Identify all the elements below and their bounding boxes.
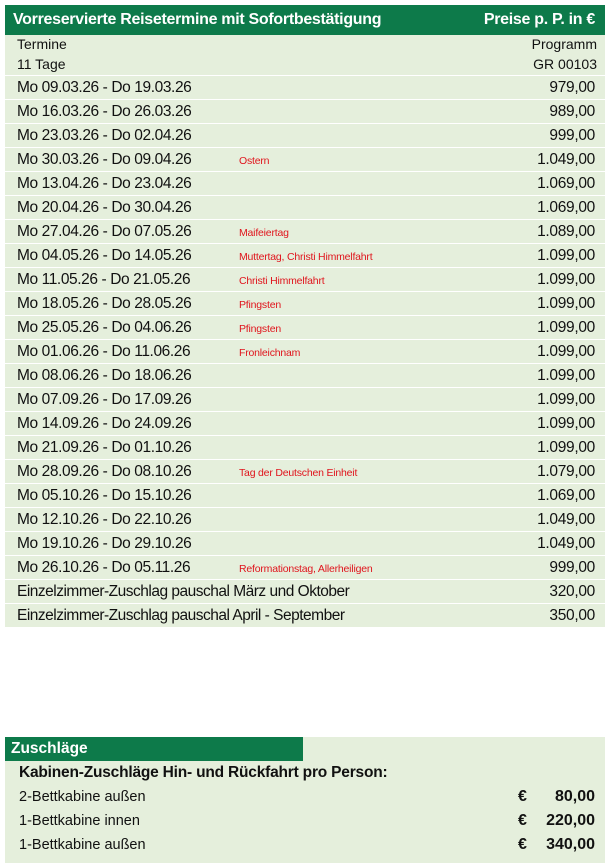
date-range: Mo 23.03.26 - Do 02.04.26: [17, 126, 192, 144]
date-range: Mo 18.05.26 - Do 28.05.26: [17, 294, 192, 312]
currency-symbol: €: [518, 812, 527, 829]
single-room-label: Einzelzimmer-Zuschlag pauschal April - September: [17, 606, 345, 624]
table-row: [5, 339, 605, 363]
single-room-label: Einzelzimmer-Zuschlag pauschal März und Oktober: [17, 582, 350, 600]
single-room-rows: [5, 579, 605, 627]
price-note: Preise p. P. in €: [483, 11, 595, 28]
price-value: 1.049,00: [537, 150, 595, 168]
table-row: [5, 123, 605, 147]
table-row: [5, 75, 605, 99]
date-range: Mo 12.10.26 - Do 22.10.26: [17, 510, 192, 528]
holiday-note: Ostern: [239, 155, 270, 167]
price-value: 1.089,00: [537, 222, 595, 240]
table-row: [5, 147, 605, 171]
trip-duration: 11 Tage: [17, 56, 66, 72]
date-range: Mo 25.05.26 - Do 04.06.26: [17, 318, 192, 336]
table-row: [5, 555, 605, 579]
cabin-surcharge-rows: [5, 785, 605, 857]
price-value: 1.049,00: [537, 510, 595, 528]
table-row: [5, 459, 605, 483]
date-range: Mo 11.05.26 - Do 21.05.26: [17, 270, 191, 288]
column-header-row: [5, 35, 605, 53]
holiday-note: Fronleichnam: [239, 347, 301, 359]
table-row: [5, 387, 605, 411]
date-range: Mo 26.10.26 - Do 05.11.26: [17, 558, 191, 576]
cabin-surcharge-row: [5, 809, 605, 833]
table-row: [5, 195, 605, 219]
table-row: [5, 507, 605, 531]
surcharges-section: [5, 737, 605, 863]
table-row: [5, 243, 605, 267]
price-value: 989,00: [549, 102, 595, 120]
table-row: [5, 267, 605, 291]
table-row: [5, 315, 605, 339]
table-row: [5, 99, 605, 123]
date-range: Mo 27.04.26 - Do 07.05.26: [17, 222, 192, 240]
price-value: 1.099,00: [537, 294, 595, 312]
holiday-note: Christi Himmelfahrt: [239, 275, 325, 287]
date-range: Mo 09.03.26 - Do 19.03.26: [17, 78, 192, 96]
column-header-dates: Termine: [17, 36, 67, 52]
price-value: 1.079,00: [537, 462, 595, 480]
price-value: 1.069,00: [537, 174, 595, 192]
holiday-note: Pfingsten: [239, 323, 281, 335]
cabin-type-label: 1-Bettkabine außen: [19, 837, 146, 853]
price-value: 1.099,00: [537, 390, 595, 408]
table-row: [5, 435, 605, 459]
date-range: Mo 13.04.26 - Do 23.04.26: [17, 174, 192, 192]
surcharges-title: Zuschläge: [5, 737, 303, 761]
single-room-row: [5, 603, 605, 627]
price-value: 1.099,00: [537, 438, 595, 456]
price-value: 1.069,00: [537, 486, 595, 504]
holiday-note: Reformationstag, Allerheiligen: [239, 563, 373, 575]
travel-dates-table: [5, 5, 605, 627]
program-code: GR 00103: [533, 56, 597, 72]
table-title: Vorreservierte Reisetermine mit Sofortbestätigung: [13, 11, 382, 28]
price-value: 1.099,00: [537, 318, 595, 336]
table-row: [5, 219, 605, 243]
price-value: 1.099,00: [537, 246, 595, 264]
single-room-price: 350,00: [549, 606, 595, 624]
price-value: 999,00: [549, 558, 595, 576]
table-row: [5, 411, 605, 435]
cabin-surcharge-row: [5, 833, 605, 857]
table-row: [5, 171, 605, 195]
program-code-row: [5, 53, 605, 75]
date-rows: [5, 75, 605, 579]
table-row: [5, 291, 605, 315]
table-row: [5, 483, 605, 507]
date-range: Mo 20.04.26 - Do 30.04.26: [17, 198, 192, 216]
currency-symbol: €: [518, 788, 527, 805]
holiday-note: Muttertag, Christi Himmelfahrt: [239, 251, 373, 263]
surcharge-amount: 340,00: [546, 836, 595, 853]
cabin-surcharge-row: [5, 785, 605, 809]
currency-symbol: €: [518, 836, 527, 853]
cabin-surcharges-heading: Kabinen-Zuschläge Hin- und Rückfahrt pro Person:: [19, 764, 388, 781]
single-room-row: [5, 579, 605, 603]
price-value: 1.099,00: [537, 270, 595, 288]
date-range: Mo 08.06.26 - Do 18.06.26: [17, 366, 192, 384]
holiday-note: Maifeiertag: [239, 227, 289, 239]
table-row: [5, 531, 605, 555]
surcharge-amount: 220,00: [546, 812, 595, 829]
date-range: Mo 19.10.26 - Do 29.10.26: [17, 534, 192, 552]
holiday-note: Pfingsten: [239, 299, 281, 311]
single-room-price: 320,00: [549, 582, 595, 600]
date-range: Mo 16.03.26 - Do 26.03.26: [17, 102, 192, 120]
date-range: Mo 04.05.26 - Do 14.05.26: [17, 246, 192, 264]
column-header-program: Programm: [531, 36, 597, 52]
date-range: Mo 01.06.26 - Do 11.06.26: [17, 342, 191, 360]
price-value: 1.099,00: [537, 342, 595, 360]
date-range: Mo 28.09.26 - Do 08.10.26: [17, 462, 192, 480]
date-range: Mo 30.03.26 - Do 09.04.26: [17, 150, 192, 168]
price-value: 1.069,00: [537, 198, 595, 216]
date-range: Mo 07.09.26 - Do 17.09.26: [17, 390, 192, 408]
price-value: 1.099,00: [537, 366, 595, 384]
date-range: Mo 14.09.26 - Do 24.09.26: [17, 414, 192, 432]
date-range: Mo 05.10.26 - Do 15.10.26: [17, 486, 192, 504]
holiday-note: Tag der Deutschen Einheit: [239, 467, 358, 479]
date-range: Mo 21.09.26 - Do 01.10.26: [17, 438, 192, 456]
price-value: 999,00: [549, 126, 595, 144]
cabin-type-label: 1-Bettkabine innen: [19, 813, 140, 829]
table-row: [5, 363, 605, 387]
price-value: 979,00: [549, 78, 595, 96]
surcharge-amount: 80,00: [554, 788, 595, 805]
table-title-bar: [5, 5, 605, 35]
price-value: 1.099,00: [537, 414, 595, 432]
price-value: 1.049,00: [537, 534, 595, 552]
cabin-type-label: 2-Bettkabine außen: [19, 789, 146, 805]
